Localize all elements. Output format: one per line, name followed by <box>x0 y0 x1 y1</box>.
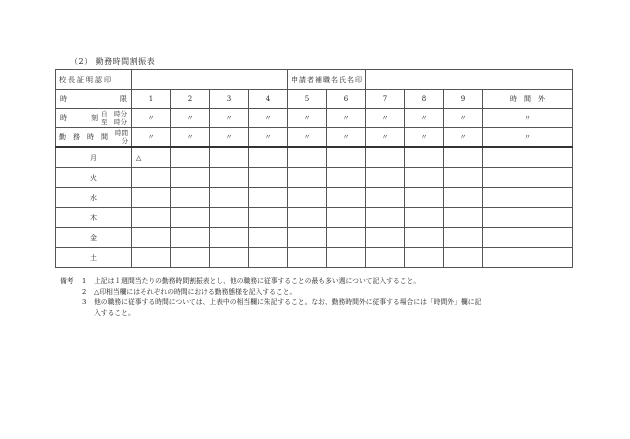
time-row <box>56 109 573 128</box>
hours-unit-bottom: 分 <box>121 137 128 145</box>
time-ditto-cell[interactable]: 〃 <box>405 109 444 128</box>
day-cell[interactable] <box>366 228 405 248</box>
note-continuation: 入すること。 <box>94 308 135 317</box>
day-cell[interactable] <box>171 147 210 168</box>
period-number-cell: 3 <box>210 90 249 109</box>
day-cell[interactable] <box>288 168 327 188</box>
note-number: 2 <box>82 287 87 296</box>
time-ditto-cell[interactable]: 〃 <box>288 109 327 128</box>
day-cell[interactable] <box>288 228 327 248</box>
day-cell[interactable] <box>210 248 249 268</box>
day-cell[interactable] <box>405 188 444 208</box>
period-label-right: 限 <box>120 95 127 103</box>
day-cell[interactable] <box>288 188 327 208</box>
hours-ditto-cell[interactable]: 〃 <box>366 128 405 148</box>
day-row <box>56 168 573 188</box>
day-cell[interactable] <box>366 147 405 168</box>
day-cell[interactable] <box>210 208 249 228</box>
note-number: 3 <box>82 298 87 306</box>
day-cell[interactable] <box>327 188 366 208</box>
notes-section <box>60 276 580 318</box>
time-ditto-cell[interactable]: 〃 <box>327 109 366 128</box>
day-row <box>56 188 573 208</box>
period-number-cell: 7 <box>366 90 405 109</box>
day-cell[interactable] <box>171 208 210 228</box>
period-label-left: 時 <box>60 95 67 103</box>
day-cell[interactable] <box>444 228 483 248</box>
day-cell[interactable] <box>405 168 444 188</box>
day-cell[interactable] <box>249 248 288 268</box>
time-from-line: 自 時分 <box>101 110 127 118</box>
hours-label-text: 勤 務 時 間 <box>59 133 108 141</box>
time-from-to <box>101 110 127 126</box>
day-cell[interactable] <box>483 147 573 168</box>
note-text: △印相当欄にはそれぞれの時間における勤務態様を記入すること。 <box>94 287 297 296</box>
period-number-cell: 5 <box>288 90 327 109</box>
day-cell[interactable] <box>444 248 483 268</box>
notes-title: 備考 <box>60 277 74 285</box>
day-cell[interactable] <box>327 208 366 228</box>
time-label-right: 刻 <box>91 114 98 122</box>
day-cell[interactable] <box>210 168 249 188</box>
time-ditto-cell[interactable]: 〃 <box>210 109 249 128</box>
hours-ditto-cell[interactable]: 〃 <box>288 128 327 148</box>
applicant-name-label: 申請者補職名氏名印 <box>288 70 366 90</box>
day-cell[interactable] <box>210 228 249 248</box>
day-cell[interactable] <box>483 248 573 268</box>
day-label: 金 <box>56 228 132 248</box>
day-cell[interactable] <box>366 168 405 188</box>
day-cell[interactable] <box>483 168 573 188</box>
day-cell[interactable] <box>132 188 171 208</box>
note-text: 上記は１週間当たりの勤務時間割振表とし、他の職務に従事することの最も多い週について記入すること。 <box>94 277 421 285</box>
time-ditto-cell[interactable]: 〃 <box>171 109 210 128</box>
time-ditto-cell[interactable]: 〃 <box>483 109 573 128</box>
day-cell[interactable] <box>132 168 171 188</box>
time-ditto-cell[interactable]: 〃 <box>249 109 288 128</box>
day-cell[interactable] <box>327 168 366 188</box>
day-cell[interactable] <box>171 228 210 248</box>
day-cell[interactable] <box>249 147 288 168</box>
day-cell[interactable] <box>405 147 444 168</box>
day-cell[interactable] <box>444 147 483 168</box>
day-row <box>56 147 573 168</box>
day-cell[interactable] <box>288 248 327 268</box>
period-number-cell: 2 <box>171 90 210 109</box>
note-item <box>60 287 580 298</box>
time-label <box>56 109 132 128</box>
hours-ditto-cell[interactable]: 〃 <box>210 128 249 148</box>
day-cell[interactable] <box>405 248 444 268</box>
period-number-cell: 4 <box>249 90 288 109</box>
time-to-line: 至 時分 <box>101 118 127 126</box>
period-number-cell: 8 <box>405 90 444 109</box>
day-cell[interactable] <box>171 168 210 188</box>
period-number-cell: 1 <box>132 90 171 109</box>
day-row <box>56 208 573 228</box>
period-row <box>56 90 573 109</box>
day-label: 木 <box>56 208 132 228</box>
day-cell[interactable] <box>288 147 327 168</box>
day-cell[interactable] <box>210 188 249 208</box>
day-cell[interactable] <box>366 248 405 268</box>
hours-ditto-cell[interactable]: 〃 <box>483 128 573 148</box>
schedule-form-table <box>55 69 573 268</box>
period-number-cell: 6 <box>327 90 366 109</box>
day-cell[interactable] <box>249 208 288 228</box>
day-cell[interactable] <box>444 188 483 208</box>
time-ditto-cell[interactable]: 〃 <box>366 109 405 128</box>
time-label-left: 時 <box>60 114 67 122</box>
hours-row <box>56 128 573 148</box>
day-cell[interactable] <box>444 168 483 188</box>
principal-seal-field[interactable] <box>132 70 288 90</box>
hours-unit <box>115 129 131 145</box>
day-cell[interactable] <box>483 228 573 248</box>
applicant-name-field[interactable] <box>366 70 573 90</box>
day-label: 土 <box>56 248 132 268</box>
time-ditto-cell[interactable]: 〃 <box>132 109 171 128</box>
day-cell[interactable] <box>249 188 288 208</box>
day-label: 火 <box>56 168 132 188</box>
day-cell[interactable] <box>405 228 444 248</box>
day-cell[interactable] <box>171 188 210 208</box>
time-ditto-cell[interactable]: 〃 <box>444 109 483 128</box>
period-number-cell: 9 <box>444 90 483 109</box>
day-cell[interactable] <box>132 208 171 228</box>
day-cell[interactable] <box>132 228 171 248</box>
note-item <box>60 276 580 287</box>
signature-row <box>56 70 573 90</box>
day-cell[interactable] <box>288 208 327 228</box>
principal-seal-label: 校長証明認印 <box>56 70 132 90</box>
section-heading: （2） 勤務時間割振表 <box>70 57 156 66</box>
hours-ditto-cell[interactable]: 〃 <box>405 128 444 148</box>
day-cell[interactable] <box>483 188 573 208</box>
day-cell[interactable] <box>327 228 366 248</box>
note-text: 他の職務に従事する時間については、上表中の相当欄に朱記すること。なお、勤務時間外に従事する場合には「時間外」欄に記 <box>94 298 482 306</box>
day-cell[interactable] <box>366 208 405 228</box>
overtime-header: 時 間 外 <box>483 90 573 109</box>
day-cell[interactable] <box>405 208 444 228</box>
hours-ditto-cell[interactable]: 〃 <box>132 128 171 148</box>
day-cell[interactable] <box>327 147 366 168</box>
hours-ditto-cell[interactable]: 〃 <box>444 128 483 148</box>
hours-unit-top: 時間 <box>115 129 128 137</box>
day-cell[interactable] <box>249 168 288 188</box>
period-label <box>56 90 132 109</box>
hours-ditto-cell[interactable]: 〃 <box>249 128 288 148</box>
day-cell[interactable] <box>132 248 171 268</box>
day-cell[interactable] <box>327 248 366 268</box>
day-cell[interactable] <box>249 228 288 248</box>
day-label: 水 <box>56 188 132 208</box>
day-cell[interactable]: △ <box>132 147 171 168</box>
day-cell[interactable] <box>366 188 405 208</box>
day-cell[interactable] <box>483 208 573 228</box>
day-cell[interactable] <box>171 248 210 268</box>
day-row <box>56 248 573 268</box>
day-label: 月 <box>56 147 132 168</box>
note-number: 1 <box>82 277 87 285</box>
day-cell[interactable] <box>210 147 249 168</box>
hours-ditto-cell[interactable]: 〃 <box>327 128 366 148</box>
note-item <box>60 297 580 308</box>
hours-label <box>56 128 132 148</box>
day-row <box>56 228 573 248</box>
hours-ditto-cell[interactable]: 〃 <box>171 128 210 148</box>
day-cell[interactable] <box>444 208 483 228</box>
